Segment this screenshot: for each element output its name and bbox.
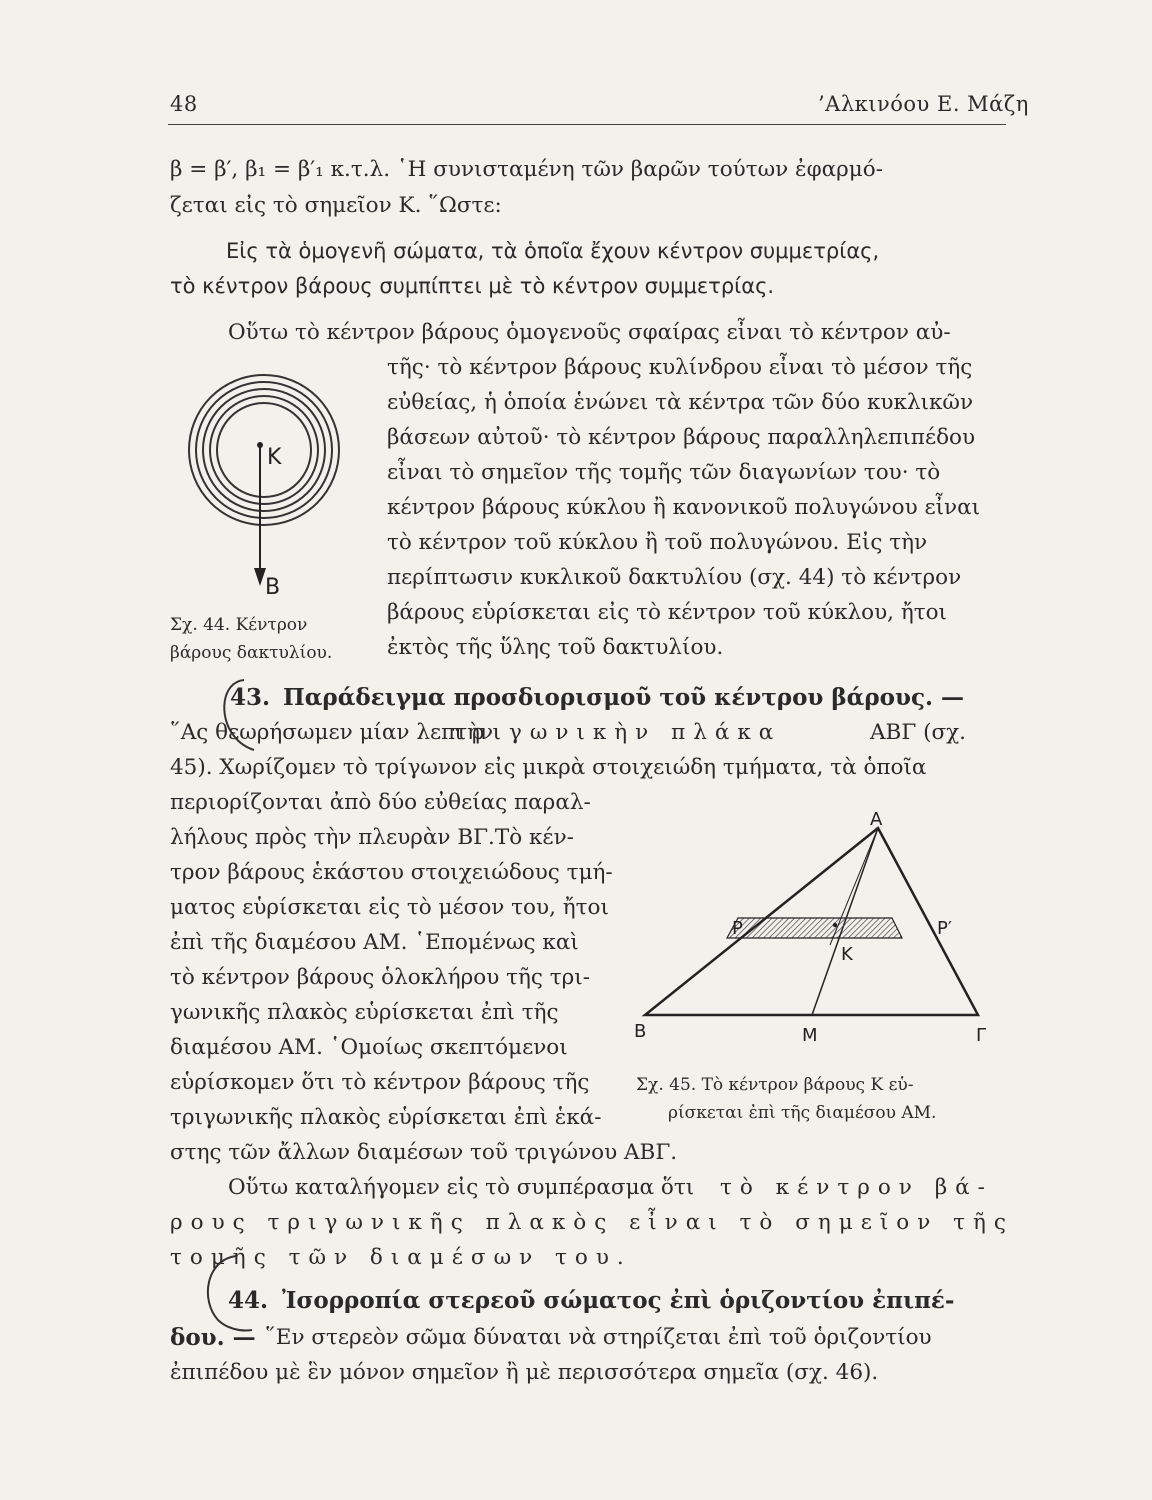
conclusion-line-1a: Οὕτω καταλήγομεν εἰς τὸ συμπέρασμα ὅτι [228, 1175, 695, 1200]
section-44-title: Ἰσορροπία στερεοῦ σώματος ἐπὶ ὁριζοντίου ἐπιπέ- [282, 1287, 955, 1314]
section-43-line-9: γωνικῆς πλακὸς εὑρίσκεται ἐπὶ τῆς [170, 1000, 559, 1025]
intro-line-1: β = β′, β₁ = β′₁ κ.τ.λ. ῾Η συνισταμένη τῶν βαρῶν τούτων ἐφαρμό- [170, 157, 883, 182]
sphere-line-8: περίπτωσιν κυκλικοῦ δακτυλίου (σχ. 44) τὸ κέντρον [387, 565, 962, 590]
label-m: M [802, 1025, 818, 1046]
section-43-line-6: ματος εὑρίσκεται εἰς τὸ μέσον του, ἤτοι [170, 895, 609, 920]
section-44-line-2: ἐπιπέδου μὲ ἓν μόνον σημεῖον ἢ μὲ περισσότερα σημεῖα (σχ. 46). [170, 1360, 879, 1385]
section-44-number: 44. [228, 1287, 269, 1314]
sphere-line-7: τὸ κέντρον τοῦ κύκλου ἢ τοῦ πολυγώνου. Εἰς τὴν [387, 530, 928, 555]
ring-outer-circle [189, 375, 339, 525]
sphere-line-2: τῆς· τὸ κέντρον βάρους κυλίνδρου εἶναι τὸ μέσον τῆς [387, 355, 973, 380]
sphere-line-5: εἶναι τὸ σημεῖον τῆς τομῆς τῶν διαγωνίων του· τὸ [387, 460, 941, 485]
section-44-title-end: δου. — [170, 1324, 256, 1351]
section-43-line-13: στης τῶν ἄλλων διαμέσων τοῦ τριγώνου ΑΒΓ. [170, 1140, 678, 1165]
section-43-line-1a: ῞Ας θεωρήσωμεν μίαν λεπτὴν [170, 720, 494, 745]
conclusion-line-1b: τὸ κέντρον βά- [720, 1175, 993, 1200]
label-g: Γ [976, 1025, 987, 1046]
section-43-line-1c: ΑΒΓ (σχ. [870, 720, 967, 745]
page-number: 48 [170, 92, 198, 116]
section-43-line-11: εὑρίσκομεν ὅτι τὸ κέντρον βάρους τῆς [170, 1070, 590, 1095]
ring-circle [210, 396, 318, 504]
section-43-line-12: τριγωνικῆς πλακὸς εὑρίσκεται ἐπὶ ἑκά- [170, 1105, 602, 1130]
rule-line-2: τὸ κέντρον βάρους συμπίπτει μὲ τὸ κέντρον συμμετρίας. [170, 274, 775, 298]
section-43-line-1b: τριγωνικὴν πλάκα [452, 720, 782, 745]
label-p-prime: P′ [937, 918, 952, 939]
figure-45-triangle [630, 805, 1000, 1055]
section-43-title: Παράδειγμα προσδιορισμοῦ τοῦ κέντρου βάρους. — [283, 684, 964, 711]
sphere-line-4: βάσεων αὐτοῦ· τὸ κέντρον βάρους παραλληλεπιπέδου [387, 425, 976, 450]
point-k [833, 923, 837, 927]
figure-44-caption-2: βάρους δακτυλίου. [170, 643, 333, 663]
section-43-line-4: λήλους πρὸς τὴν πλευρὰν ΒΓ.Τὸ κέν- [170, 825, 574, 850]
conclusion-line-3: τομῆς τῶν διαμέσων του. [170, 1245, 632, 1270]
running-title: ’Αλκινόου Ε. Μάζη [818, 92, 1029, 116]
label-b: B [634, 1021, 647, 1042]
label-b: B [265, 575, 281, 600]
section-43-line-2: 45). Χωρίζομεν τὸ τρίγωνον εἰς μικρὰ στοιχειώδη τμήματα, τὰ ὁποῖα [170, 755, 927, 780]
section-44-line-1: ῞Εν στερεὸν σῶμα δύναται νὰ στηρίζεται ἐπὶ τοῦ ὁριζοντίου [265, 1325, 932, 1350]
label-k: K [267, 445, 282, 470]
label-a: A [870, 809, 883, 830]
section-43-number: 43. [230, 684, 271, 711]
sphere-line-9: βάρους εὑρίσκεται εἰς τὸ κέντρον τοῦ κύκλου, ἤτοι [387, 600, 947, 625]
section-43-line-8: τὸ κέντρον βάρους ὁλοκλήρου τῆς τρι- [170, 965, 591, 990]
figure-45-caption-1: Σχ. 45. Τὸ κέντρον βάρους Κ εὑ- [636, 1075, 914, 1095]
ring-circle [203, 389, 325, 511]
sphere-line-3: εὐθείας, ἡ ὁποία ἑνώνει τὰ κέντρα τῶν δύο κυκλικῶν [387, 390, 974, 415]
label-p: P [732, 918, 743, 939]
figure-44-caption-1: Σχ. 44. Κέντρον [170, 615, 308, 635]
conclusion-line-2: ρους τριγωνικῆς πλακὸς εἶναι τὸ σημεῖον τῆς [170, 1210, 1014, 1235]
label-k: K [841, 944, 853, 965]
figure-44-ring [172, 372, 372, 604]
figure-45-caption-2: ρίσκεται ἐπὶ τῆς διαμέσου ΑΜ. [668, 1103, 937, 1123]
ring-inner-circle [217, 403, 311, 497]
rule-line-1: Εἰς τὰ ὁμογενῆ σώματα, τὰ ὁποῖα ἔχουν κέντρον συμμετρίας, [226, 239, 880, 263]
sphere-line-6: κέντρον βάρους κύκλου ἢ κανονικοῦ πολυγώνου εἶναι [387, 495, 981, 520]
section-43-line-5: τρον βάρους ἑκάστου στοιχειώδους τμή- [170, 860, 613, 885]
sphere-line-1: Οὕτω τὸ κέντρον βάρους ὁμογενοῦς σφαίρας εἶναι τὸ κέντρον αὐ- [228, 320, 951, 345]
section-43-line-10: διαμέσου ΑΜ. ῾Ομοίως σκεπτόμενοι [170, 1035, 568, 1060]
section-43-line-7: ἐπὶ τῆς διαμέσου ΑΜ. ῾Επομένως καὶ [170, 930, 579, 955]
header-rule [168, 124, 1006, 125]
section-43-line-3: περιορίζονται ἀπὸ δύο εὐθείας παραλ- [170, 790, 591, 815]
intro-line-2: ζεται εἰς τὸ σημεῖον Κ. ῞Ωστε: [170, 193, 502, 218]
sphere-line-10: ἐκτὸς τῆς ὕλης τοῦ δακτυλίου. [387, 635, 724, 660]
